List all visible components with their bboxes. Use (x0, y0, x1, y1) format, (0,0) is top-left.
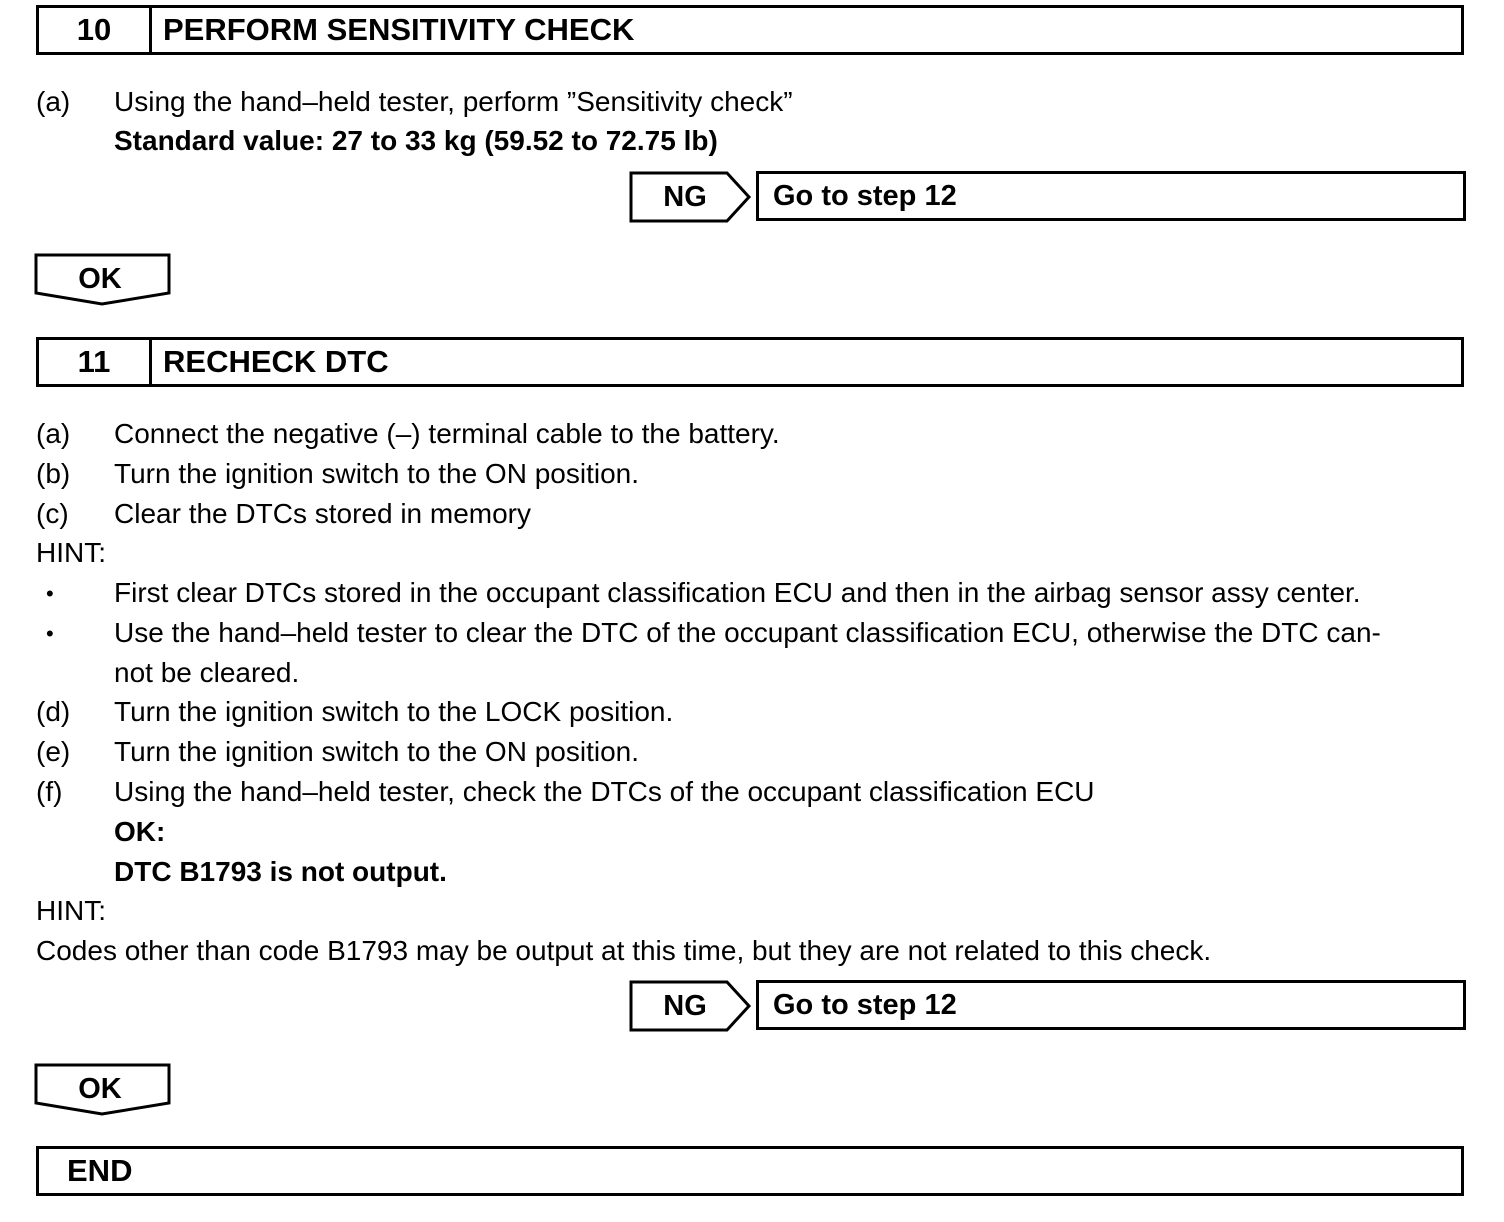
item-label: (e) (36, 736, 71, 767)
end-label: END (67, 1153, 133, 1188)
end-box (36, 1146, 1464, 1196)
ok-arrow-tag (34, 253, 172, 307)
item-label: (d) (36, 696, 71, 727)
bullet-text-continued: not be cleared. (114, 657, 300, 688)
ok-criteria-value: DTC B1793 is not output. (114, 856, 447, 887)
ng-arrow-tag (629, 171, 753, 223)
hint-text: Codes other than code B1793 may be output at this time, but they are not related to this check. (36, 935, 1212, 966)
item-label: (a) (36, 418, 71, 449)
item-text: Clear the DTCs stored in memory (114, 498, 532, 529)
item-label: (c) (36, 498, 69, 529)
hint-label: HINT: (36, 537, 106, 568)
step-number: 10 (39, 8, 152, 52)
ng-destination[interactable] (756, 171, 1466, 221)
item-text: Connect the negative (–) terminal cable to the battery. (114, 418, 780, 449)
ng-arrow-tag (629, 980, 753, 1032)
item-label: (b) (36, 458, 71, 489)
item-text: Turn the ignition switch to the ON position. (114, 458, 639, 489)
ok-arrow-tag (34, 1063, 172, 1117)
bullet-icon: • (46, 621, 54, 646)
standard-value: Standard value: 27 to 33 kg (59.52 to 72.75 lb) (114, 125, 718, 156)
ok-label: OK (78, 1073, 122, 1105)
item-text: Turn the ignition switch to the ON position. (114, 736, 639, 767)
item-text: Using the hand–held tester, perform ”Sensitivity check” (114, 86, 793, 117)
ok-criteria-heading: OK: (114, 816, 166, 847)
item-label: (f) (36, 776, 63, 807)
ng-destination-text: Go to step 12 (773, 180, 957, 212)
ok-label: OK (78, 263, 122, 295)
item-label: (a) (36, 86, 71, 117)
step-title: PERFORM SENSITIVITY CHECK (163, 12, 635, 47)
bullet-text: First clear DTCs stored in the occupant classification ECU and then in the airbag sensor assy center. (114, 577, 1361, 608)
step-11-header (36, 337, 1464, 387)
item-text: Turn the ignition switch to the LOCK position. (114, 696, 674, 727)
bullet-text: Use the hand–held tester to clear the DTC of the occupant classification ECU, otherwise the DTC can- (114, 617, 1381, 648)
bullet-icon: • (46, 581, 54, 606)
hint-label: HINT: (36, 895, 106, 926)
item-text: Using the hand–held tester, check the DTCs of the occupant classification ECU (114, 776, 1095, 807)
step-title: RECHECK DTC (163, 344, 389, 379)
ng-destination-text: Go to step 12 (773, 989, 957, 1021)
step-number: 11 (39, 340, 152, 384)
ng-label: NG (663, 181, 707, 213)
step-10-header (36, 5, 1464, 55)
ng-destination[interactable] (756, 980, 1466, 1030)
ng-label: NG (663, 990, 707, 1022)
